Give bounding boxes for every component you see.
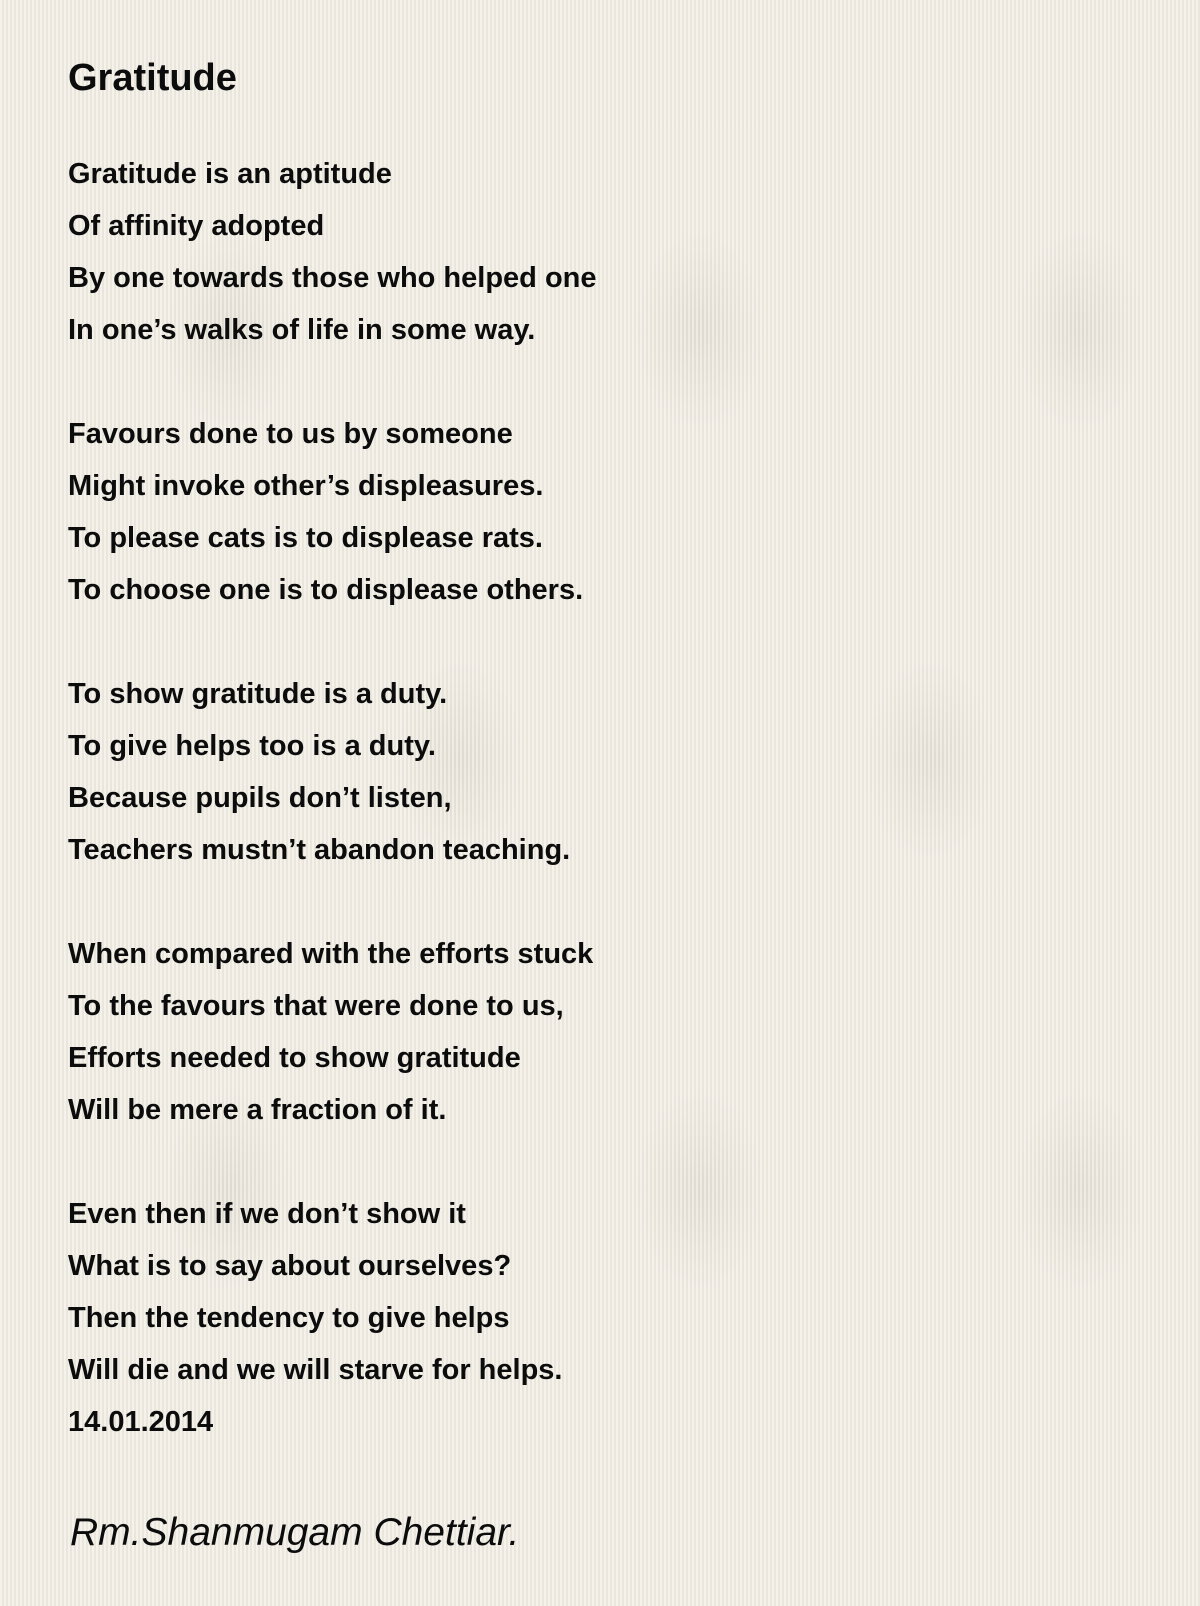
poem-line: Will be mere a fraction of it.	[68, 1094, 447, 1126]
poem-line: To show gratitude is a duty.	[68, 678, 448, 710]
poem-line: Of affinity adopted	[68, 210, 325, 242]
poem-line: To the favours that were done to us,	[68, 990, 564, 1022]
poem-line: Will die and we will starve for helps.	[68, 1354, 563, 1386]
poem-line: Then the tendency to give helps	[68, 1302, 510, 1334]
poem-line: Teachers mustn’t abandon teaching.	[68, 834, 571, 866]
stanza-gap	[68, 356, 1068, 408]
poem-body	[68, 148, 1068, 1448]
poem-container	[68, 50, 1068, 1448]
stanza-4	[68, 928, 1068, 1136]
poem-date: 14.01.2014	[68, 1406, 214, 1438]
stanza-2	[68, 408, 1068, 616]
poem-line: By one towards those who helped one	[68, 262, 597, 294]
poem-title: Gratitude	[68, 57, 237, 99]
poem-line: What is to say about ourselves?	[68, 1250, 512, 1282]
poem-line: To please cats is to displease rats.	[68, 522, 543, 554]
stanza-3	[68, 668, 1068, 876]
poem-line: When compared with the efforts stuck	[68, 938, 594, 970]
poem-line: Because pupils don’t listen,	[68, 782, 452, 814]
stanza-gap	[68, 876, 1068, 928]
poem-line: In one’s walks of life in some way.	[68, 314, 536, 346]
stanza-gap	[68, 1136, 1068, 1188]
stanza-5	[68, 1188, 1068, 1448]
poem-line: To choose one is to displease others.	[68, 574, 584, 606]
poem-line: Might invoke other’s displeasures.	[68, 470, 544, 502]
poem-line: Even then if we don’t show it	[68, 1198, 466, 1230]
stanza-1	[68, 148, 1068, 356]
poem-line: Favours done to us by someone	[68, 418, 513, 450]
poem-author: Rm.Shanmugam Chettiar.	[70, 1511, 520, 1554]
stanza-gap	[68, 616, 1068, 668]
poem-line: Gratitude is an aptitude	[68, 158, 392, 190]
poem-line: To give helps too is a duty.	[68, 730, 436, 762]
poem-line: Efforts needed to show gratitude	[68, 1042, 521, 1074]
